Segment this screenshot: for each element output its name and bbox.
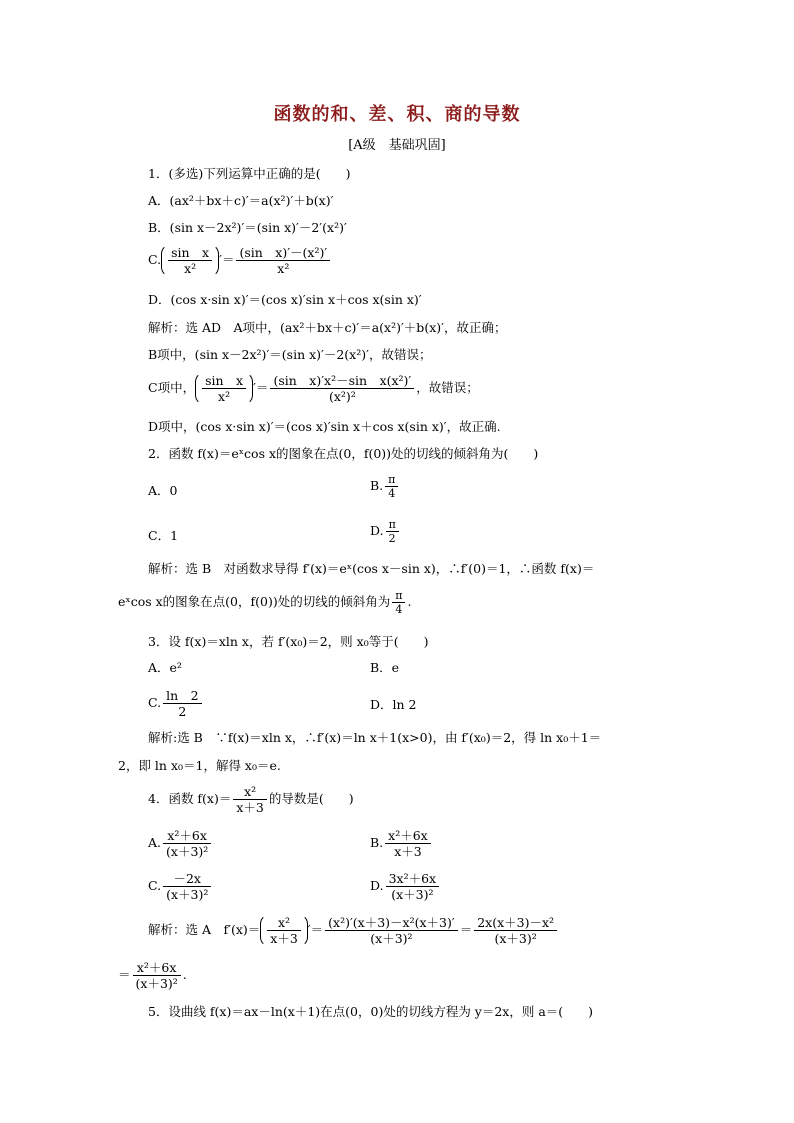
- q2-option-a: A．0: [148, 483, 178, 498]
- q1-option-a: A．(ax²＋bx＋c)′＝a(x²)′＋b(x)′: [148, 193, 334, 208]
- q4-solution-line-1: 解析：选 A f′(x)＝ $\frac{\text{x²}}{x+3}$ ′＝ $\frac{\text{(x²)′(x＋3)－x²(x＋3)′}}{\text{(x＋3)²}}$ ＝ $\frac{\text{2x(x＋3)－x²}}{\text{(x＋3)²}}$: [148, 914, 559, 947]
- q2-option-c: C．1: [148, 528, 179, 543]
- q3-option-b: B．e: [370, 660, 400, 675]
- q3-option-d: D．ln 2: [370, 697, 417, 712]
- q1-stem: 1．(多选)下列运算中正确的是( ): [148, 166, 351, 181]
- q5-stem: 5．设曲线 f(x)＝ax－ln(x＋1)在点(0，0)处的切线方程为 y＝2x，则 a＝( ): [148, 1004, 594, 1019]
- q4-solution-line-2: ＝ $\frac{\text{x²＋6x}}{\text{(x＋3)²}}$ .: [118, 960, 187, 991]
- fraction: $\frac{\text{sin x}}{\text{x²}}$: [168, 245, 212, 276]
- q1-solution-line-3: C项中， $\frac{\text{sin x}}{\text{x²}}$ ′＝ $\frac{\text{(sin x)′x²－sin x(x²)′}}{\text{(x²)²}}$ ，故错误；: [148, 373, 479, 404]
- q1-option-d: D．(cos x·sin x)′＝(cos x)′sin x＋cos x(sin x)′: [148, 292, 422, 307]
- q2-solution-line-1: 解析：选 B 对函数求导得 f′(x)＝eˣ(cos x－sin x)，∴f′(0)＝1，∴函数 f(x)＝: [148, 561, 595, 576]
- q1-solution-line-4: D项中，(cos x·sin x)′＝(cos x)′sin x＋cos x(sin x)′，故正确.: [148, 419, 501, 434]
- q1-solution-line-2: B项中，(sin x－2x²)′＝(sin x)′－2(x²)′，故错误；: [148, 347, 432, 362]
- q1-solution-line-1: 解析：选 AD A项中，(ax²＋bx＋c)′＝a(x²)′＋b(x)′，故正确；: [148, 320, 507, 335]
- paren-group: [161, 244, 219, 277]
- level-heading: [A级 基础巩固]: [348, 138, 446, 153]
- q2-stem: 2．函数 f(x)＝eˣcos x的图象在点(0，f(0))处的切线的倾斜角为( ): [148, 446, 539, 461]
- q1-option-c: C. $\frac{\text{sin x}}{\text{x²}}$ ′＝ $\frac{\text{(sin x)′－(x²)′}}{\text{x²}}$: [148, 244, 332, 277]
- q3-solution-line-1: 解析:选 B ∵f(x)＝xln x，∴f′(x)＝ln x＋1(x>0)，由 f′(x₀)＝2，得 ln x₀＋1＝: [148, 730, 602, 745]
- fraction: $\frac{\text{(sin x)′－(x²)′}}{\text{x²}}$: [236, 245, 330, 276]
- q1-option-b: B．(sin x－2x²)′＝(sin x)′－2′(x²)′: [148, 220, 347, 235]
- q3-stem: 3．设 f(x)＝xln x，若 f′(x₀)＝2，则 x₀等于( ): [148, 634, 429, 649]
- q4-option-c: C. $\frac{-2x}{\text{(x＋3)²}}$: [148, 871, 213, 902]
- q2-option-b: B. $\frac{\pi}{4}$: [370, 473, 400, 500]
- q4-option-a: A. $\frac{\text{x²＋6x}}{\text{(x＋3)²}}$: [148, 828, 213, 859]
- q4-option-b: B. $\frac{\text{x²＋6x}}{x+3}$: [370, 828, 433, 859]
- q4-option-d: D. $\frac{\text{3x²＋6x}}{\text{(x＋3)²}}$: [370, 871, 441, 902]
- page-title: 函数的和、差、积、商的导数: [273, 104, 521, 125]
- q4-stem: 4．函数 f(x)＝ $\frac{\text{x²}}{x+3}$ 的导数是( ): [148, 784, 354, 815]
- q3-solution-line-2: 2，即 ln x₀＝1，解得 x₀＝e.: [118, 758, 281, 773]
- q2-option-d: D. $\frac{\pi}{2}$: [370, 518, 401, 545]
- q3-option-a: A．e²: [148, 660, 182, 675]
- q2-solution-line-2: eˣcos x的图象在点(0，f(0))处的切线的倾斜角为 $\frac{\pi}{4}$ .: [118, 589, 412, 617]
- q3-option-c: C. $\frac{\ln 2}{2}$: [148, 688, 204, 719]
